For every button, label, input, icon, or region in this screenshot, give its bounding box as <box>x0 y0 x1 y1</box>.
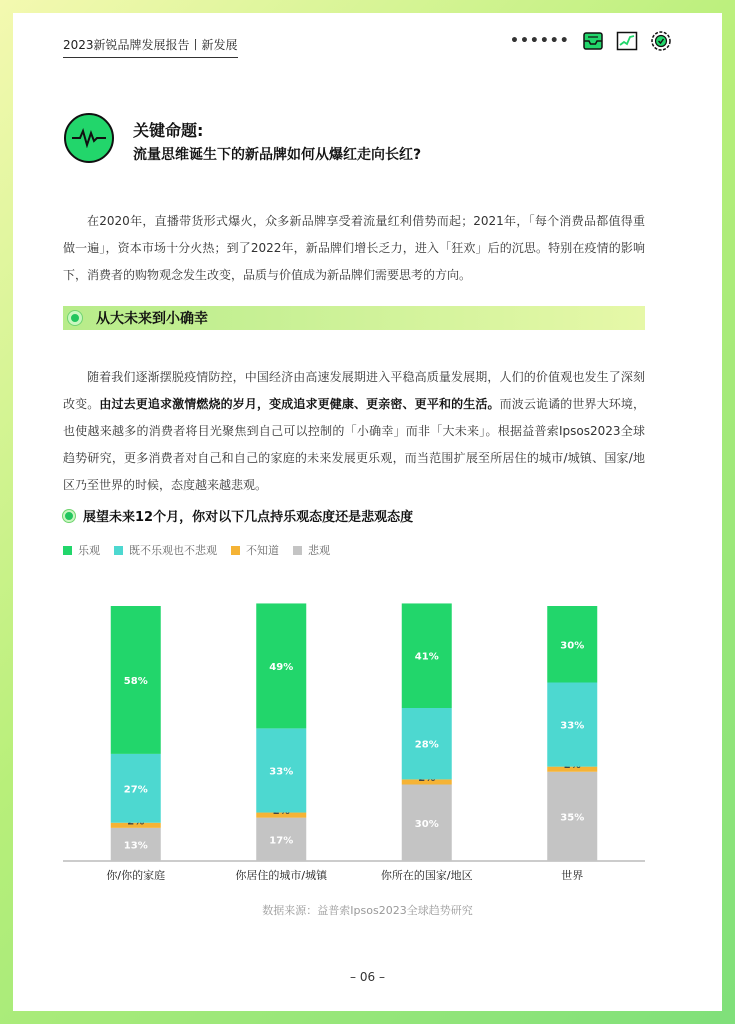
legend-item <box>63 542 100 558</box>
pulse-icon <box>64 113 114 163</box>
data-label: 30% <box>560 640 585 652</box>
section-paragraph-bold: 由过去更追求激情燃烧的岁月，变成追求更健康、更亲密、更平和的生活。 <box>99 397 500 411</box>
chart-heading <box>63 506 413 525</box>
legend-item <box>114 542 217 558</box>
data-label: 33% <box>269 766 294 778</box>
legend-label: 乐观 <box>78 544 100 557</box>
category-label: 你居住的城市/城镇 <box>235 869 328 880</box>
section-heading <box>63 306 645 330</box>
data-label: 17% <box>269 835 294 847</box>
data-label: 30% <box>414 818 439 830</box>
legend-label: 悲观 <box>308 544 330 557</box>
inbox-icon[interactable] <box>582 30 604 52</box>
data-label: 33% <box>560 720 585 732</box>
data-label: 13% <box>123 840 148 852</box>
chart-trend-icon[interactable] <box>616 30 638 52</box>
legend-label: 既不乐观也不悲观 <box>129 544 217 557</box>
report-title: 2023新锐品牌发展报告丨新发展 <box>63 36 238 58</box>
data-label: 27% <box>123 784 148 796</box>
category-label: 你所在的国家/地区 <box>380 869 473 880</box>
data-label: 58% <box>123 675 148 687</box>
topic-label: 关键命题: <box>133 121 204 140</box>
legend-swatch <box>231 546 240 555</box>
stacked-bar-chart <box>63 590 645 880</box>
legend-item <box>293 542 330 558</box>
chart-title: 展望未来12个月，你对以下几点持乐观态度还是悲观态度 <box>83 510 414 525</box>
bullet-dot-icon <box>63 510 75 522</box>
legend-swatch <box>63 546 72 555</box>
topic-title: 流量思维诞生下的新品牌如何从爆红走向长红? <box>133 147 422 163</box>
data-label: 41% <box>414 651 439 663</box>
legend-swatch <box>293 546 302 555</box>
more-dots-icon[interactable]: •••••• <box>510 33 570 49</box>
bullet-dot-icon <box>68 311 82 325</box>
header-icons <box>510 30 672 52</box>
legend-item <box>231 542 279 558</box>
chart-legend <box>63 542 330 558</box>
category-label: 世界 <box>561 869 584 880</box>
intro-paragraph: 在2020年，直播带货形式爆火，众多新品牌享受着流量红利借势而起；2021年，「每个消费品都值得重做一遍」，资本市场十分火热；到了2022年，新品牌们增长乏力，进入「狂欢」后的沉思。特别在疫情的影响下，消费者的购物观念发生改变，品质与价值成为新品牌们需要思考的方向。 <box>63 214 645 282</box>
page-number: – 06 – <box>350 970 385 984</box>
data-label: 28% <box>414 739 439 751</box>
section-paragraph <box>63 364 645 499</box>
legend-swatch <box>114 546 123 555</box>
settings-check-icon[interactable] <box>650 30 672 52</box>
section-paragraph-a: 随着我们逐渐摆脱疫情防控，中国经济由高速发展期进入平稳高质量发展期，人们的价值观也发生了深刻改变。 <box>63 370 645 411</box>
data-label: 35% <box>560 812 585 824</box>
legend-label: 不知道 <box>246 544 279 557</box>
category-label: 你/你的家庭 <box>106 869 166 880</box>
section-title: 从大未来到小确幸 <box>96 311 208 327</box>
section-paragraph-b: 而波云诡谲的世界大环境，也使越来越多的消费者将目光聚焦到自己可以控制的「小确幸」而非「大未来」。根据益普索Ipsos2023全球趋势研究，更多消费者对自己和自己的家庭的未来发展更乐观，而当范围扩展至所居住的城市/城镇、国家/地区乃至世界的时候，态度越来越悲观。 <box>63 397 645 492</box>
data-label: 49% <box>269 661 294 673</box>
data-source: 数据来源：益普索Ipsos2023全球趋势研究 <box>262 904 473 917</box>
